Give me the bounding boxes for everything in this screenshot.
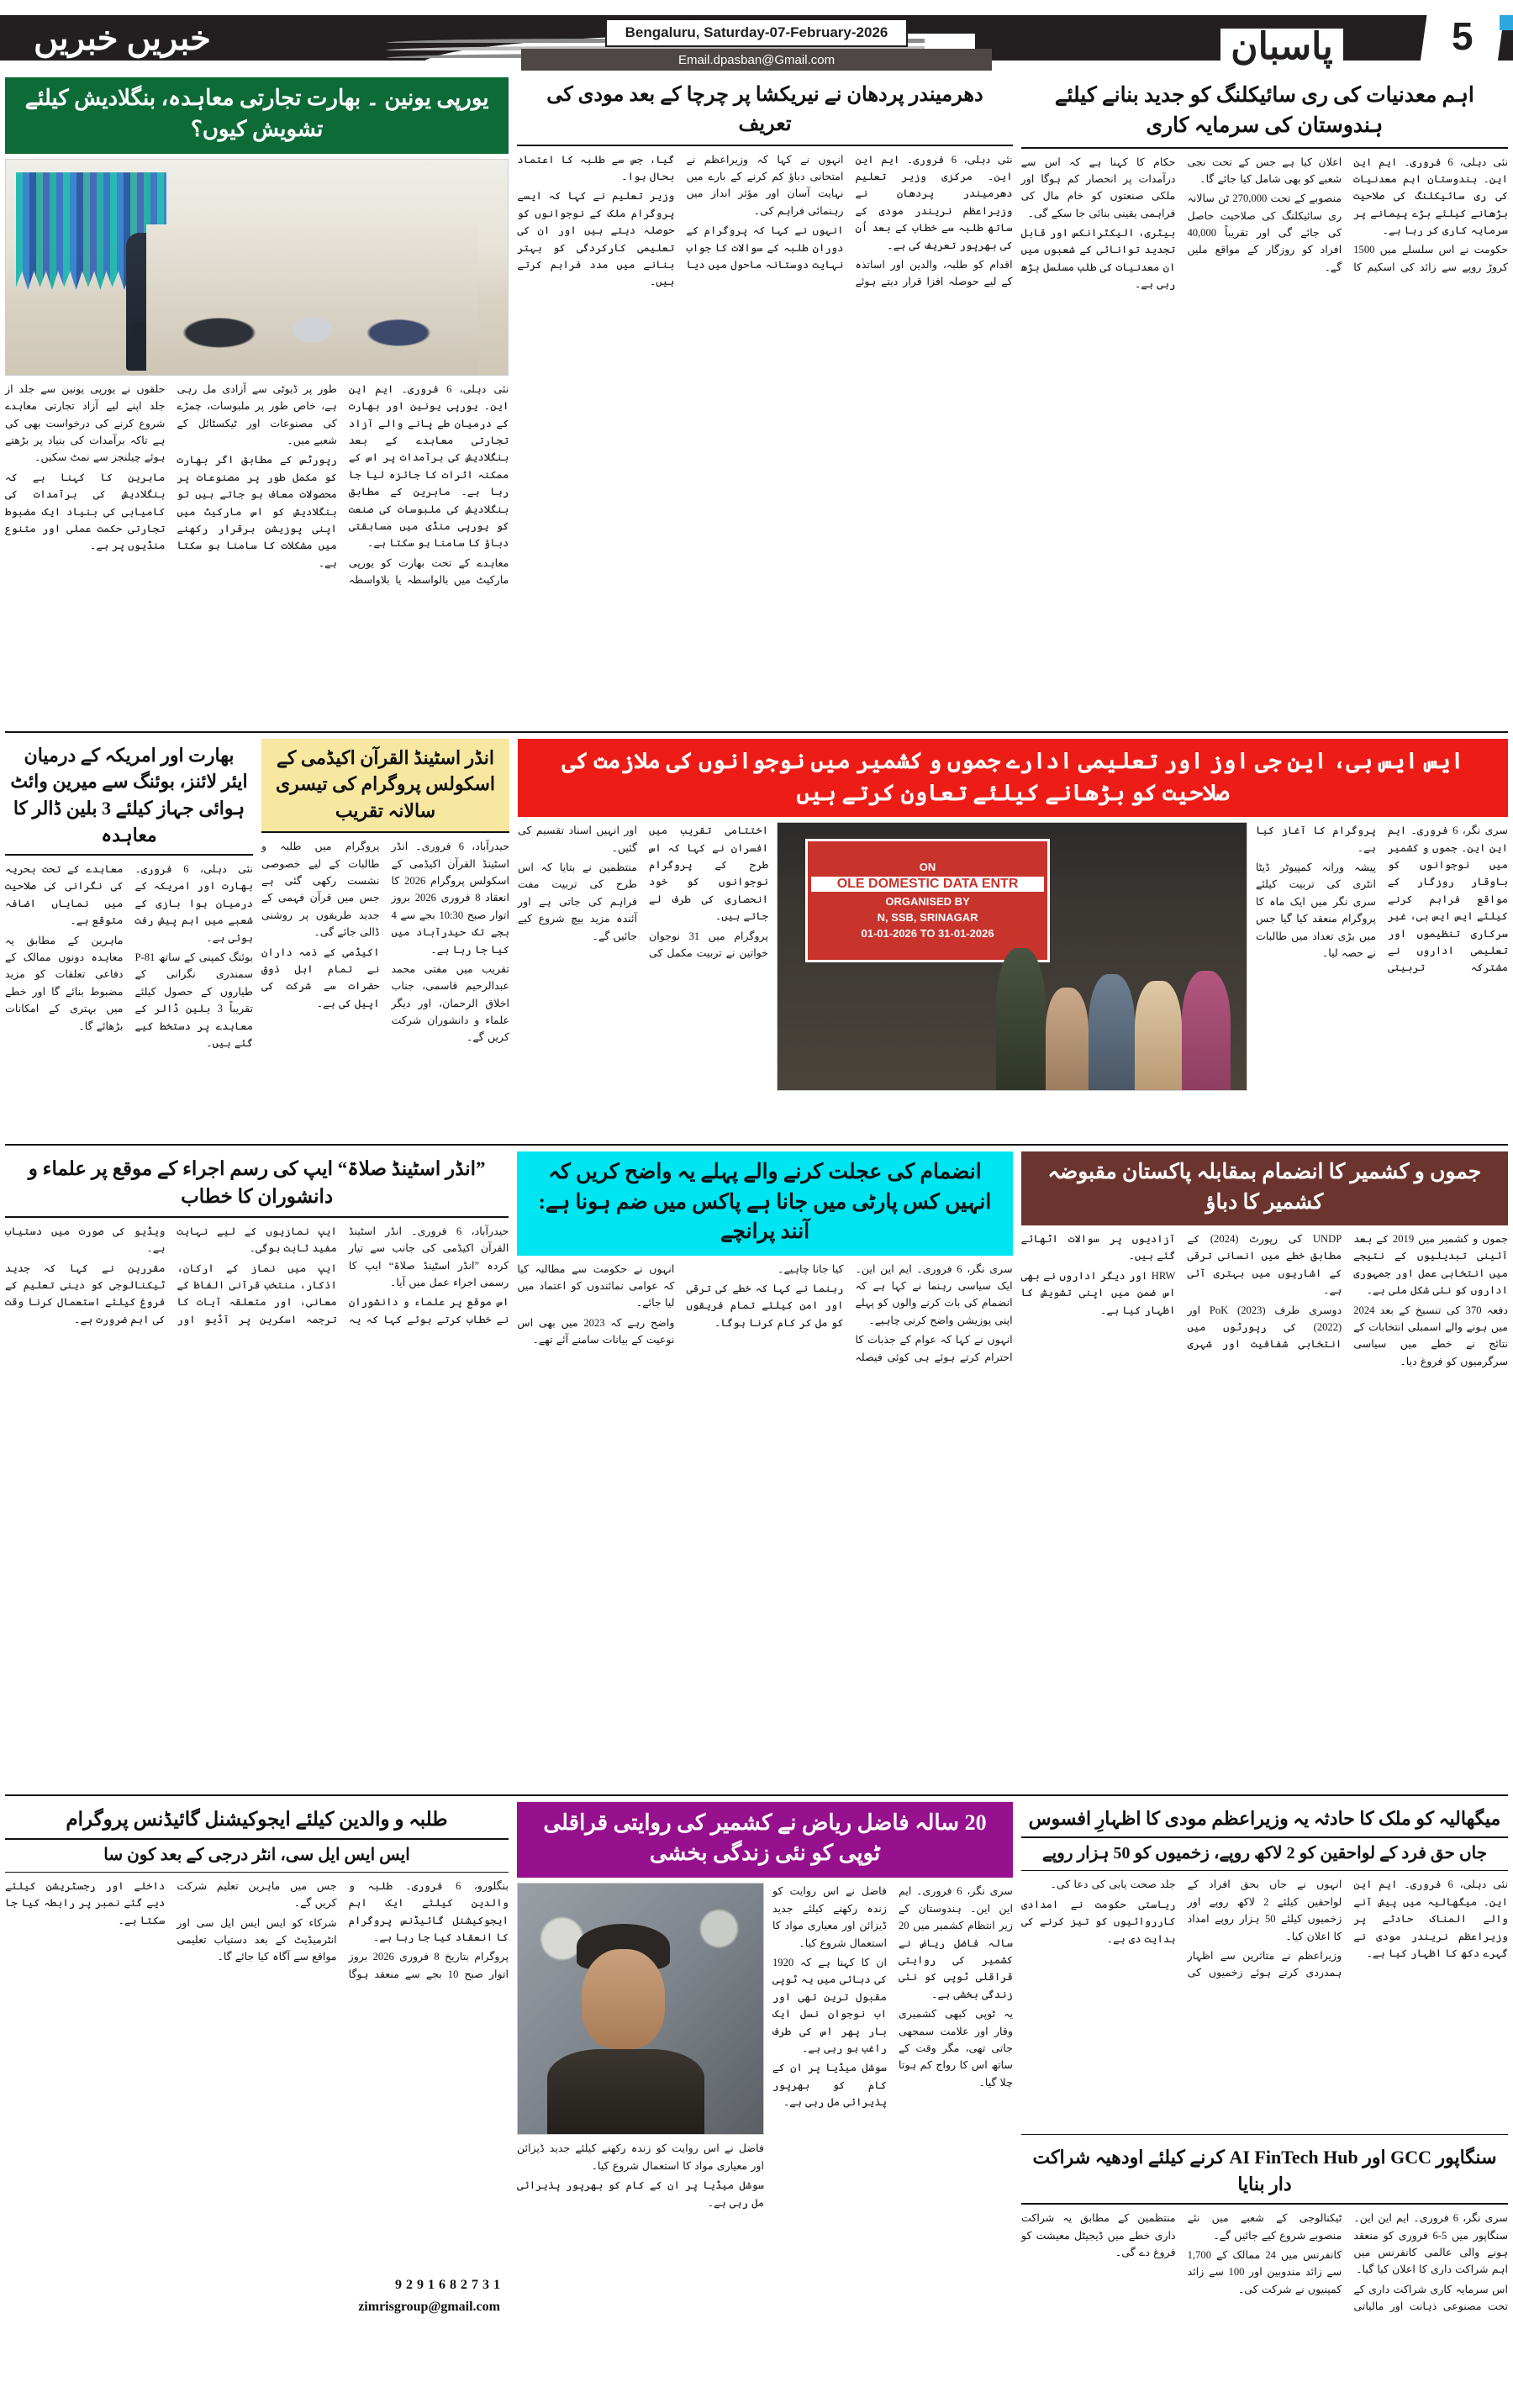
- paragraph: انہوں نے کہا کہ پروگرام کے دوران طلبہ کے سوالات کا جواب نہایت دوستانہ ماحول میں دیا گیا، جس سے طلبہ کا اعتماد بحال ہوا۔: [517, 153, 844, 271]
- paragraph: پروگرام میں طلبہ و طالبات کے لیے خصوصی نشست رکھی گئی ہے جس میں قرآن فہمی کے جدید طریقوں پر روشنی ڈالی جائے گی۔: [261, 840, 380, 939]
- paragraph: واضح رہے کہ 2023 میں بھی اس نوعیت کے بیانات سامنے آئے تھے۔: [517, 1316, 675, 1346]
- article-headline: میگھالیہ کو ملک کا حادثہ یہ وزیراعظم مودی کا اظہارِ افسوس: [1021, 1802, 1508, 1839]
- article-youth-cap: [517, 1802, 1013, 2405]
- article-headline: انضمام کی عجلت کرنے والے پہلے یہ واضح کریں کہ انہیں کس پارٹی میں جانا ہے پاکس میں ضم ہونا ہے: آنند پرانچے: [517, 1151, 1012, 1256]
- contact-email: zimrisgroup@gmail.com: [358, 2299, 500, 2314]
- article-headline: ”انڈر اسٹینڈ صلاۃ“ ایپ کی رسم اجراء کے موقع پر علماء و دانشوران کا خطاب: [5, 1151, 509, 1218]
- photo-image: [6, 160, 508, 375]
- banner-line-1: ON: [919, 861, 936, 874]
- photo-image: [778, 823, 1247, 1090]
- paragraph: مقررین نے کہا کہ جدید ٹیکنالوجی کو دینی تعلیم کے فروغ کیلئے استعمال کرنا وقت کی اہم ضرورت ہے۔: [5, 1262, 166, 1325]
- paragraph: ریاستی حکومت نے امدادی کارروائیوں کو تیز کرنے کی ہدایت دی ہے۔: [1020, 1898, 1176, 1945]
- paragraph: منصوبے کے تحت 270,000 ٹن سالانہ ری سائیکلنگ کی صلاحیت حاصل کی جائے گی اور تقریباً 40,000 افراد کو روزگار کے مواقع ملیں گے۔: [1187, 192, 1342, 273]
- photo-figures: [6, 160, 508, 375]
- article-photo-meeting: [5, 159, 509, 376]
- paragraph: داخلے اور رجسٹریشن کیلئے دیے گئے نمبر پر رابطہ کیا جا سکتا ہے۔: [5, 1879, 166, 1926]
- page-number: [1420, 8, 1505, 64]
- paper-logo: [1143, 12, 1421, 66]
- article-body: [5, 861, 253, 1138]
- date-text: Bengaluru, Saturday-07-February-2026: [625, 24, 888, 40]
- article-minerals-recycling: [1021, 77, 1508, 725]
- article-body: [1021, 2210, 1508, 2405]
- banner-line-5: 01-01-2026 TO 31-01-2026: [861, 927, 994, 941]
- paragraph: سری نگر، 6 فروری۔ ایم این این۔ سنگاپور میں 5-6 فروری کو منعقد ہونے والی عالمی کانفرنس میں اہم شراکت داری کا اعلان کیا گیا۔: [1353, 2212, 1508, 2276]
- paragraph: معاہدے کے تحت بھارت کو یورپی مارکیٹ میں بالواسطہ یا بلاواسطہ طور پر ڈیوٹی سے آزادی مل رہی ہے، خاص طور پر ملبوسات، چمڑے کی مصنوعات اور ٹیکسٹائل کے شعبے میں۔: [177, 382, 509, 587]
- article-body: [1021, 154, 1508, 725]
- paragraph: تقریب میں مفتی محمد عبدالرحیم قاسمی، جناب اخلاق الرحمان، اور دیگر علماء و دانشوران شرکت کریں گے۔: [391, 962, 509, 1044]
- paragraph: وزیر تعلیم نے کہا کہ ایسے پروگرام ملک کے نوجوانوں کو حوصلہ دیتے ہیں اور ان کی تعلیمی کارکردگی کو بہتر بنانے میں مدد فراہم کرتے ہیں۔: [517, 190, 675, 288]
- paragraph: انہوں نے حکومت سے مطالبہ کیا کہ عوامی نمائندوں کو اعتماد میں لیا جائے۔: [517, 1262, 675, 1309]
- article-quran-academy: [261, 739, 509, 1139]
- paragraph: سری نگر، 6 فروری۔ ایم این این۔ ایک سیاسی رہنما نے کہا ہے کہ انضمام کی بات کرنے والوں کو پہلے اپنی پوزیشن واضح کرنی چاہیے۔: [855, 1262, 1013, 1326]
- article-mega-condolence: [1021, 1802, 1508, 2129]
- paragraph: انہوں نے کہا کہ عوام کے جذبات کا احترام کرتے ہوئے ہی کوئی فیصلہ کیا جانا چاہیے۔: [778, 1262, 1013, 1363]
- paragraph: وزیراعظم نے متاثرین سے اظہار ہمدردی کرتے ہوئے زخمیوں کی جلد صحت یابی کی دعا کی۔: [1050, 1878, 1342, 1979]
- paragraph: دفعہ 370 کی تنسیخ کے بعد 2024 میں ہونے والے اسمبلی انتخابات کے نتائج نے خطے میں سیاسی سرگرمیوں کو فروغ دیا۔: [1353, 1304, 1508, 1367]
- article-body: [517, 151, 1012, 723]
- paragraph: ماہرین کا کہنا ہے کہ بنگلادیش کی برآمدات کی کامیابی کی بنیاد ایک مضبوط تجارتی حکمت عملی اور متنوع منڈیوں پر ہے۔: [5, 471, 166, 552]
- article-students-guidance: [5, 1802, 509, 2405]
- article-singapore-fintech: [1021, 2141, 1508, 2405]
- article-headline: انڈر اسٹینڈ القرآن اکیڈمی کے اسکولس پروگرام کی تیسری سالانہ تقریب: [261, 739, 509, 834]
- paragraph: منتظمین نے بتایا کہ اس طرح کی تربیت مفت فراہم کی جاتی ہے اور آئندہ مزید بیچ شروع کیے جائیں گے۔: [518, 861, 637, 942]
- article-body: [5, 1223, 509, 1751]
- paragraph: نئی دہلی، 6 فروری۔ ایم این این۔ یورپی یونین اور بھارت کے درمیان طے پانے والے آزاد تجارتی معاہدے کے بعد بنگلادیش کی برآمدات پر اس کے ممکنہ اثرات کا جائزہ لیا جا رہا ہے۔ ماہرین کے مطابق بنگلادیش کی ملبوسات کی صنعت کو یورپی منڈی میں مسابقتی دباؤ کا سامنا ہو سکتا ہے۔: [348, 382, 509, 550]
- article-headline: طلبہ و والدین کیلئے ایجوکیشنل گائیڈنس پروگرام: [5, 1802, 509, 1840]
- paragraph: اقدام کو طلبہ، والدین اور اساتذہ کے لیے حوصلہ افزا قرار دیتے ہوئے انہوں نے کہا کہ وزیراعظم نے امتحانی دباؤ کم کرنے کے بارے میں نہایت آسان اور مؤثر انداز میں رہنمائی فراہم کی۔: [686, 153, 1013, 288]
- ssb-body-right: [1256, 822, 1508, 1091]
- paragraph: کانفرنس میں 24 ممالک کے 1,700 سے زائد مندوبین اور 100 سے زائد کمپنیوں نے شرکت کی۔: [1187, 2249, 1342, 2295]
- youth-photo-col: [517, 1883, 764, 2333]
- article-headline: 20 سالہ فاضل ریاض نے کشمیر کی روایتی قراقلی ٹوپی کو نئی زندگی بخشی: [517, 1802, 1013, 1878]
- article-jk-merger: [1021, 1151, 1508, 1789]
- row-bottom: [5, 1802, 1508, 2405]
- row-third: [5, 1151, 1508, 1789]
- photo-people: [928, 925, 1237, 1090]
- paragraph: سوشل میڈیا پر ان کے کام کو بھرپور پذیرائی مل رہی ہے۔: [772, 2062, 887, 2109]
- paragraph: منتظمین کے مطابق یہ شراکت داری خطے میں ڈیجیٹل معیشت کو فروغ دے گی۔: [1020, 2212, 1176, 2259]
- paragraph: رہنما نے کہا کہ خطے کی ترقی اور امن کیلئے تمام فریقوں کو مل کر کام کرنا ہوگا۔: [686, 1282, 844, 1329]
- paragraph: حیدرآباد، 6 فروری۔ انڈر اسٹینڈ القرآن اکیڈمی کے اسکولس پروگرام 2026 کا انعقاد 8 فروری 2026 بروز اتوار صبح 10:30 بجے سے 4 بجے تک حیدرآباد میں کیا جا رہا ہے۔: [391, 840, 510, 956]
- paragraph: پروگرام میں 31 نوجوان خواتین نے تربیت مکمل کی اور انہیں اسناد تقسیم کی گئیں۔: [518, 825, 768, 959]
- paragraph: پیشہ ورانہ کمپیوٹر ڈیٹا انٹری کی تربیت کیلئے سری نگر میں ایک ماہ کا پروگرام منعقد کیا گیا جس میں بڑی تعداد میں طالبات نے حصہ لیا۔: [1256, 861, 1376, 959]
- paragraph: ماہرین کے مطابق یہ معاہدہ دونوں ممالک کے دفاعی تعلقات کو مزید مضبوط بنائے گا اور خطے میں بہتری کے امکانات بڑھائے گا۔: [5, 934, 124, 1032]
- article-headline: یورپی یونین ۔ بھارت تجارتی معاہدہ، بنگلادیش کیلئے تشویش کیوں؟: [5, 77, 509, 154]
- article-photo-man: [517, 1883, 764, 2135]
- left-column-stack: [5, 739, 509, 1139]
- date-box: [605, 18, 908, 47]
- section-title: خبریں خبریں: [34, 19, 211, 57]
- article-photo-seminar: [777, 822, 1247, 1091]
- masthead: [0, 0, 1513, 66]
- paper-name: پاسبان: [1220, 29, 1343, 66]
- contact-phone: 9 2 9 1 6 8 2 7 3 1: [394, 2277, 500, 2292]
- ssb-body-left: [518, 822, 768, 1091]
- paragraph: نئی دہلی، 6 فروری۔ ایم این این۔ مرکزی وزیر تعلیم دھرمیندر پردھان نے وزیراعظم نریندر مودی کے ساتھ طلبہ سے خطاب کے بعد اُن کی بھرپور تعریف کی ہے۔: [855, 153, 1013, 251]
- paragraph: پروگرام بتاریخ 8 فروری 2026 بروز اتوار صبح 10 بجے سے منعقد ہوگا جس میں ماہرین تعلیم شرکت کریں گے۔: [177, 1879, 509, 1980]
- paragraph: اکیڈمی کے ذمہ داران نے تمام اہل ذوق حضرات سے شرکت کی اپیل کی ہے۔: [261, 946, 380, 1009]
- article-headline: سنگاپور GCC اور AI FinTech Hub کرنے کیلئے اودھیہ شراکت دار بنایا: [1021, 2141, 1508, 2205]
- paragraph: اختتامی تقریب میں افسران نے کہا کہ اس طرح کے پروگرام نوجوانوں کو خود انحصاری کی طرف لے جاتے ہیں۔: [649, 825, 768, 923]
- paragraph: فاضل نے اس روایت کو زندہ رکھنے کیلئے جدید ڈیزائن اور معیاری مواد کا استعمال شروع کیا۔: [516, 2142, 764, 2172]
- right-bottom-stack: [1021, 1802, 1508, 2405]
- article-body: [517, 1261, 1012, 1789]
- paragraph: ایپ میں نماز کے ارکان، اذکار، منتخب قرآنی الفاظ کے معانی، اور متعلقہ آیات کا ترجمہ اسکرین پر آڈیو اور ویڈیو کی صورت میں دستیاب ہے۔: [5, 1225, 337, 1325]
- article-body: [261, 838, 509, 1115]
- banner-line-2: OLE DOMESTIC DATA ENTR: [811, 877, 1043, 892]
- article-headline: بھارت اور امریکہ کے درمیان ایئر لائنز، بوئنگ سے میرین وائٹ ہوائی جہاز کیلئے 3 بلین ڈالر کا معاہدہ: [5, 739, 253, 856]
- paragraph: یہ ٹوپی کبھی کشمیری وقار اور علامت سمجھی جاتی تھی، مگر وقت کے ساتھ اس کا رواج کم ہوتا چلا گیا۔: [898, 2008, 1013, 2089]
- article-body: [1021, 1230, 1508, 1758]
- paragraph: سری نگر، 6 فروری۔ ایم این این۔ جموں و کشمیر میں نوجوانوں کو باوقار روزگار کے مواقع فراہم کرنے کیلئے ایس ایس بی، غیر سرکاری تنظیموں اور تعلیمی اداروں نے مشترکہ تربیتی پروگرام کا آغاز کیا ہے۔: [1256, 825, 1508, 974]
- paragraph: سری نگر، 6 فروری۔ ایم این این۔ ہندوستان کے زیر انتظام کشمیر میں 20 سالہ فاضل ریاض نے کشمیر کی روایتی قراقلی ٹوپی کو نئی زندگی بخشی ہے۔: [898, 1885, 1013, 2000]
- paragraph: HRW اور دیگر اداروں نے بھی اس ضمن میں اپنی تشویش کا اظہار کیا ہے۔: [1020, 1269, 1176, 1316]
- paragraph: بوئنگ کمپنی کے ساتھ P-81 سمندری نگرانی کے طیاروں کے حصول کیلئے تقریباً 3 بلین ڈالر کے معاہدے پر دستخط کیے گئے ہیں۔: [134, 951, 253, 1049]
- masthead-blue-accent: [1500, 15, 1513, 30]
- paragraph: فاضل نے اس روایت کو زندہ رکھنے کیلئے جدید ڈیزائن اور معیاری مواد کا استعمال شروع کیا۔: [772, 1885, 887, 1949]
- paragraph: حلقوں نے یورپی یونین سے جلد از جلد اپنے لیے آزاد تجارتی معاہدے شروع کرنے کی درخواست بھی کی ہے تاکہ برآمدات کی بنیاد پر بڑھتے ہوئے چیلنجز سے نمٹ سکیں۔: [5, 382, 166, 464]
- paragraph: ان کا کہنا ہے کہ 1920 کی دہائی میں یہ ٹوپی مقبول ترین تھی اور اب نوجوان نسل ایک بار پھر اس کی طرف راغب ہو رہی ہے۔: [772, 1956, 887, 2054]
- email-bar: [521, 49, 992, 71]
- article-body: [1021, 1876, 1508, 2128]
- article-headline: دھرمیندر پردھان نے نیریکشا پر چرچا کے بعد مودی کی تعریف: [517, 77, 1012, 146]
- paragraph: معاہدے کے تحت بحریہ کی نگرانی کی صلاحیت میں نمایاں اضافہ متوقع ہے۔: [5, 863, 124, 927]
- paragraph: نئی دہلی، 6 فروری۔ ایم این این۔ میگھالیہ میں پیش آنے والے المناک حادثے پر وزیراعظم نریندر مودی نے گہرے دکھ کا اظہار کیا ہے۔: [1353, 1878, 1508, 1960]
- article-headline: ایس ایس بی، این جی اوز اور تعلیمی ادارے جموں و کشمیر میں نوجوانوں کی ملازمت کی صلاحیت کو بڑھانے کیلئے تعاون کرتے ہیں: [518, 739, 1508, 818]
- paragraph: جموں و کشمیر میں 2019 کے بعد آئینی تبدیلیوں کے نتیجے میں انتخابی عمل اور جمہوری اداروں کو نئی شکل ملی ہے۔: [1353, 1233, 1508, 1297]
- paper-tagline: جو اللہ نے کہا اے حسن الکاء دے گا اے حسن کہے گا حسنِ دا: [1226, 15, 1387, 23]
- content-grid: [5, 77, 1508, 2402]
- youth-body-right: [772, 1883, 1013, 2333]
- paragraph: بیٹری، الیکٹرانکس اور قابل تجدید توانائی کے شعبوں میں ان معدنیات کی طلب مسلسل بڑھ رہی ہے۔: [1020, 227, 1176, 291]
- row-second: [5, 739, 1508, 1139]
- paragraph: نئی دہلی، 6 فروری۔ بھارت اور امریکہ کے درمیان ہوا بازی کے شعبے میں اہم پیش رفت ہوئی ہے۔: [134, 863, 253, 944]
- banner-line-3: ORGANISED BY: [885, 895, 970, 909]
- article-india-us-aviation: [5, 739, 253, 1139]
- email-text: Email.dpasban@Gmail.com: [677, 52, 836, 67]
- article-subheadline: جاں حق فرد کے لواحقین کو 2 لاکھ روپے، زخمیوں کو 50 ہزار روپے: [1021, 1838, 1508, 1871]
- paragraph: شرکاء کو ایس ایس ایل سی اور انٹرمیڈیٹ کے بعد دستیاب تعلیمی مواقع سے آگاہ کیا جائے گا۔: [177, 1916, 337, 1963]
- paragraph: UNDP کی رپورٹ (2024) کے مطابق خطے میں انسانی ترقی کے اشاریوں میں بہتری آئی ہے۔: [1187, 1233, 1342, 1297]
- article-eu-india: [5, 77, 509, 725]
- paper-kind: روزنامہ: [1384, 40, 1414, 50]
- divider: [5, 1144, 1508, 1146]
- article-subheadline: ایس ایس ایل سی، انٹر درجی کے بعد کون سا: [5, 1840, 509, 1873]
- paragraph: سوشل میڈیا پر ان کے کام کو بھرپور پذیرائی مل رہی ہے۔: [516, 2179, 764, 2209]
- article-headline: اہم معدنیات کی ری سائیکلنگ کو جدید بنانے کیلئے ہندوستان کی سرمایہ کاری: [1021, 77, 1508, 149]
- article-ssb-training: [518, 739, 1508, 1139]
- paragraph: اس موقع پر علماء و دانشوران نے خطاب کرتے ہوئے کہا کہ یہ ایپ نمازیوں کے لیے نہایت مفید ثابت ہوگی۔: [177, 1225, 509, 1325]
- divider: [5, 1794, 1508, 1796]
- article-body: [5, 1878, 509, 2273]
- divider: [5, 731, 1508, 733]
- photo-image: [518, 1884, 763, 2134]
- page-number-value: 5: [1452, 14, 1473, 58]
- paragraph: نئی دہلی، 6 فروری۔ ایم این این۔ ہندوستان اہم معدنیات کی ری سائیکلنگ کی صلاحیت بڑھانے کیلئے بڑے پیمانے پر سرمایہ کاری کر رہا ہے۔: [1353, 155, 1508, 237]
- article-headline: جموں و کشمیر کا انضمام بمقابلہ پاکستان مقبوضہ کشمیر کا دباؤ: [1021, 1151, 1508, 1225]
- paragraph: حکام کا کہنا ہے کہ اس سے درآمدات پر انحصار کم ہوگا اور ملکی صنعتوں کو خام مال کی فراہمی یقینی بنائی جا سکے گی۔: [1020, 155, 1176, 219]
- paragraph: انہوں نے جاں بحق افراد کے لواحقین کیلئے 2 لاکھ روپے اور زخمیوں کیلئے 50 ہزار روپے امداد کا اعلان کیا۔: [1187, 1878, 1342, 1942]
- divider: [1021, 2134, 1508, 2135]
- paragraph: دوسری طرف PoK (2023) اور (2022) کی رپورٹوں میں انتخابی شفافیت اور شہری آزادیوں پر سوالات اٹھائے گئے ہیں۔: [1020, 1233, 1342, 1351]
- paragraph: حیدرآباد، 6 فروری۔ انڈر اسٹینڈ القرآن اکیڈمی کی جانب سے تیار کردہ ”انڈر اسٹینڈ صلاۃ“ ایپ کا رسمی اجراء عمل میں آیا۔: [348, 1225, 509, 1288]
- paragraph: بنگلورو، 6 فروری۔ طلبہ و والدین کیلئے ایک اہم ایجوکیشنل گائیڈنس پروگرام کا انعقاد کیا جا رہا ہے۔: [348, 1879, 509, 1944]
- article-app-launch: [5, 1151, 509, 1789]
- paragraph: اس سرمایہ کاری شراکت داری کے تحت مصنوعی ذہانت اور مالیاتی ٹیکنالوجی کے شعبے میں نئے منصوبے شروع کیے جائیں گے۔: [1187, 2212, 1508, 2313]
- article-party-question: [517, 1151, 1012, 1789]
- paragraph: حکومت نے اس سلسلے میں 1500 کروڑ روپے سے زائد کی اسکیم کا اعلان کیا ہے جس کے تحت نجی شعبے کو بھی شامل کیا جائے گا۔: [1187, 155, 1508, 273]
- article-modi-praise: [517, 77, 1012, 725]
- article-body: [5, 381, 509, 720]
- banner-line-4: N, SSB, SRINAGAR: [877, 911, 978, 925]
- paragraph: رپورٹس کے مطابق اگر بھارت کو مکمل طور پر مصنوعات پر محصولات معاف ہو جاتے ہیں تو بنگلادیش کو اس مارکیٹ میں اپنی پوزیشن برقرار رکھنے میں مشکلات کا سامنا ہو سکتا ہے۔: [177, 454, 337, 569]
- row-top: [5, 77, 1508, 725]
